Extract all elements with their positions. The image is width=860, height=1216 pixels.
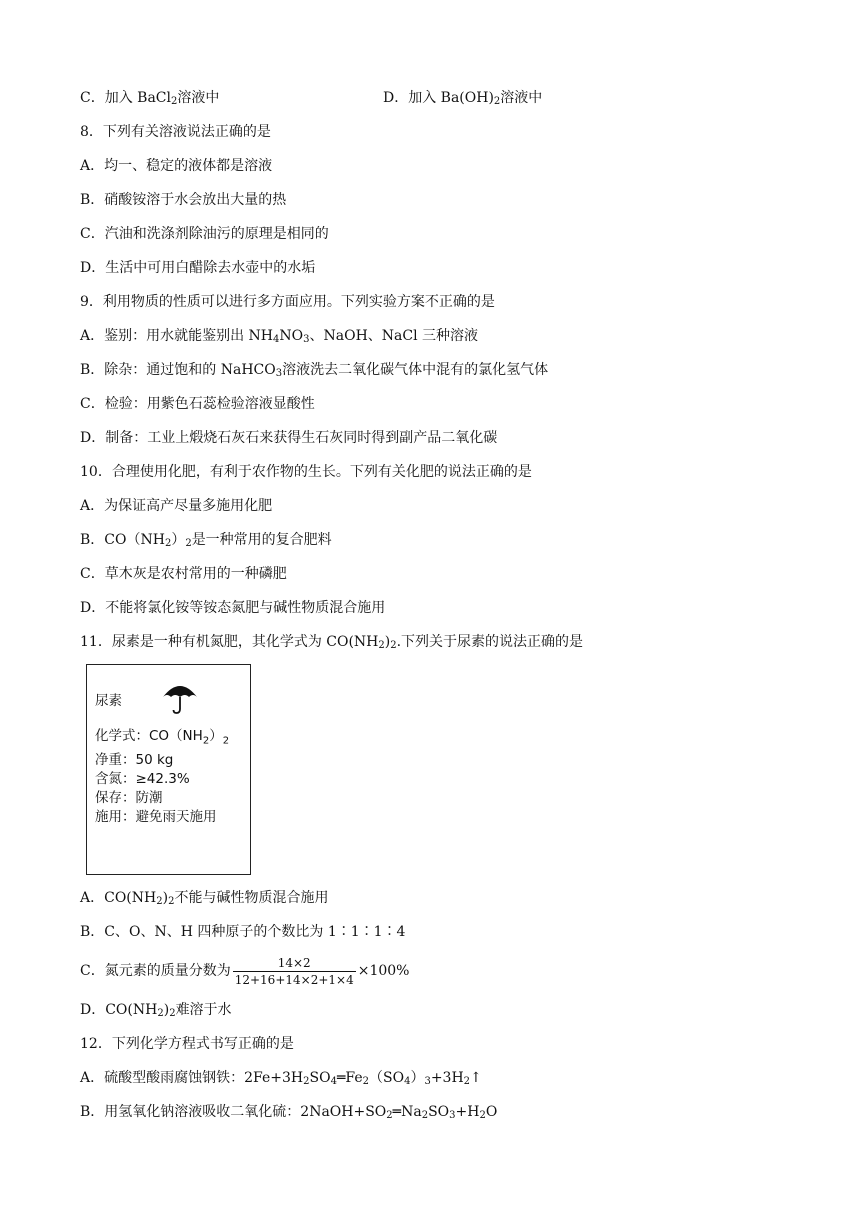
q9-a-mid: NO <box>279 328 304 344</box>
q10-b-mid: ） <box>171 532 186 548</box>
q7-option-c-text: C．加入 BaCl <box>80 90 171 106</box>
fraction-denominator: 12+16+14×2+1×4 <box>234 972 354 987</box>
q10-option-a: A．为保证高产尽量多施用化肥 <box>80 498 273 514</box>
q12-a-part: +3H <box>430 1070 464 1086</box>
subscript: 2 <box>202 735 210 747</box>
subscript: 4 <box>404 1076 411 1087</box>
q9-a-text: A．鉴别：用水就能鉴别出 NH <box>80 328 274 344</box>
q12-option-a <box>80 1068 482 1088</box>
umbrella-icon <box>161 681 199 719</box>
q12-b-part: ═Na <box>392 1104 422 1120</box>
q10-option-d: D．不能将氯化铵等铵态氮肥与碱性物质混合施用 <box>80 600 386 616</box>
subscript: 3 <box>449 1110 456 1121</box>
q10-option-b <box>80 530 332 550</box>
q8-stem: 8．下列有关溶液说法正确的是 <box>80 124 271 140</box>
q11-option-a <box>80 888 328 908</box>
subscript: 2 <box>171 96 178 107</box>
q11-d-tail: 难溶于水 <box>175 1002 232 1018</box>
subscript: 3 <box>424 1076 431 1087</box>
subscript: 2 <box>222 735 230 747</box>
q10-stem: 10．合理使用化肥，有利于农作物的生长。下列有关化肥的说法正确的是 <box>80 464 532 480</box>
q8-option-a: A．均一、稳定的液体都是溶液 <box>80 158 273 174</box>
q10-b-text: B．CO（NH <box>80 532 165 548</box>
q11-option-c <box>80 954 409 988</box>
q11-a-tail: 不能与碱性物质混合施用 <box>174 890 329 906</box>
q11-c-text: C．氮元素的质量分数为 <box>80 963 231 979</box>
q11-c-tail: ×100% <box>357 963 410 979</box>
q12-a-part: ） <box>410 1070 425 1086</box>
q11-stem-text: 11．尿素是一种有机氮肥，其化学式为 CO(NH <box>80 634 379 650</box>
subscript: 2 <box>386 1110 393 1121</box>
q12-a-text: A．硫酸型酸雨腐蚀钢铁：2Fe+3H <box>80 1070 304 1086</box>
subscript: 2 <box>156 896 163 907</box>
q12-option-b <box>80 1102 497 1122</box>
label-formula <box>95 727 229 751</box>
q11-d-mid: ) <box>163 1002 170 1018</box>
q11-d-text: D．CO(NH <box>80 1002 158 1018</box>
q9-b-tail: 溶液洗去二氧化碳气体中混有的氯化氢气体 <box>282 362 549 378</box>
q7-option-d-text: D．加入 Ba(OH) <box>383 90 494 106</box>
q11-stem-tail: .下列关于尿素的说法正确的是 <box>396 634 584 650</box>
q12-a-part: （SO <box>368 1070 405 1086</box>
subscript: 3 <box>303 334 310 345</box>
label-weight: 净重：50 kg <box>95 751 174 768</box>
fraction-numerator: 14×2 <box>277 955 311 970</box>
subscript: 4 <box>330 1076 337 1087</box>
q11-a-text: A．CO(NH <box>80 890 157 906</box>
q9-option-a <box>80 326 478 346</box>
label-nitrogen: 含氮：≥42.3% <box>95 770 190 787</box>
q8-option-d: D．生活中可用白醋除去水壶中的水垢 <box>80 260 316 276</box>
subscript: 2 <box>493 96 501 107</box>
q7-option-c <box>80 88 219 108</box>
q7-option-d <box>383 88 542 108</box>
q11-stem <box>80 632 583 652</box>
q11-option-d <box>80 1000 232 1020</box>
subscript: 2 <box>390 640 397 651</box>
q12-b-part: SO <box>428 1104 450 1120</box>
q11-stem-mid: ) <box>384 634 391 650</box>
q12-b-part: +H <box>455 1104 480 1120</box>
label-storage: 保存：防潮 <box>95 789 163 806</box>
q9-option-c: C．检验：用紫色石蕊检验溶液显酸性 <box>80 396 315 412</box>
label-formula-mid: ） <box>209 728 223 744</box>
q9-option-d: D．制备：工业上煅烧石灰石来获得生石灰同时得到副产品二氧化碳 <box>80 430 498 446</box>
label-formula-text: 化学式：CO（NH <box>95 728 203 744</box>
subscript: 2 <box>164 538 172 549</box>
subscript: 2 <box>362 1076 369 1087</box>
subscript: 2 <box>303 1076 310 1087</box>
subscript: 3 <box>275 368 283 379</box>
q9-b-text: B．除杂：通过饱和的 NaHCO <box>80 362 276 378</box>
mass-fraction <box>233 955 356 988</box>
urea-product-label <box>86 664 251 875</box>
subscript: 2 <box>421 1110 429 1121</box>
q8-option-c: C．汽油和洗涤剂除油污的原理是相同的 <box>80 226 329 242</box>
q12-stem: 12．下列化学方程式书写正确的是 <box>80 1036 294 1052</box>
q7-option-c-tail: 溶液中 <box>177 90 220 106</box>
subscript: 2 <box>157 1008 164 1019</box>
q12-a-part: ═Fe <box>336 1070 363 1086</box>
q12-a-part: SO <box>309 1070 331 1086</box>
q9-option-b <box>80 360 548 380</box>
subscript: 2 <box>185 538 192 549</box>
q9-a-tail: 、NaOH、NaCl 三种溶液 <box>309 328 479 344</box>
q10-b-tail: 是一种常用的复合肥料 <box>191 532 332 548</box>
q10-option-c: C．草木灰是农村常用的一种磷肥 <box>80 566 287 582</box>
q8-option-b: B．硝酸铵溶于水会放出大量的热 <box>80 192 287 208</box>
subscript: 2 <box>168 896 175 907</box>
q11-a-mid: ) <box>162 890 169 906</box>
q7-option-d-tail: 溶液中 <box>500 90 543 106</box>
q11-option-b: B．C、O、N、H 四种原子的个数比为 1∶1∶1∶4 <box>80 924 406 940</box>
subscript: 2 <box>378 640 385 651</box>
label-usage: 施用：避免雨天施用 <box>95 808 217 825</box>
label-title: 尿素 <box>95 693 122 709</box>
subscript: 4 <box>273 334 280 345</box>
q12-a-tail: ↑ <box>470 1070 482 1086</box>
q9-stem: 9．利用物质的性质可以进行多方面应用。下列实验方案不正确的是 <box>80 294 495 310</box>
subscript: 2 <box>169 1008 176 1019</box>
subscript: 2 <box>479 1110 486 1121</box>
q12-b-tail: O <box>485 1104 498 1120</box>
q12-b-text: B．用氢氧化钠溶液吸收二氧化硫：2NaOH+SO <box>80 1104 387 1120</box>
subscript: 2 <box>463 1076 471 1087</box>
